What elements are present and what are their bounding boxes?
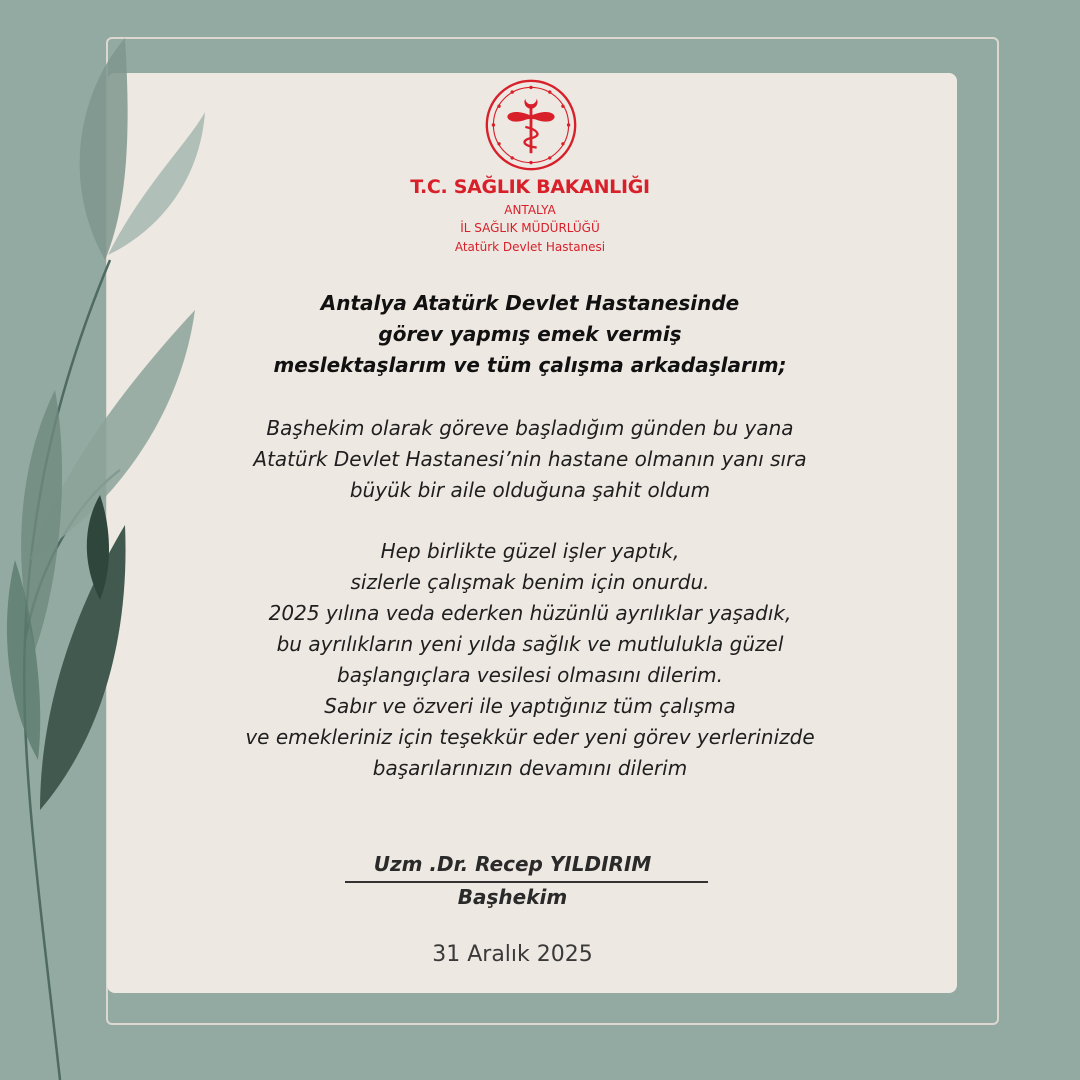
paragraph-line: sizlerle çalışmak benim için onurdu. <box>350 570 710 594</box>
letter-heading <box>130 288 930 381</box>
paragraph-line: Atatürk Devlet Hastanesi’nin hastane olmanın yanı sıra <box>253 447 807 471</box>
paragraph-line: 2025 yılına veda ederken hüzünlü ayrılıklar yaşadık, <box>268 601 792 625</box>
paragraph-line: Hep birlikte güzel işler yaptık, <box>380 539 680 563</box>
ministry-of-health-seal-icon <box>484 78 578 172</box>
paragraph-line: Sabır ve özveri ile yaptığınız tüm çalışma <box>324 694 736 718</box>
signer-name: Uzm .Dr. Recep YILDIRIM <box>373 852 652 876</box>
paragraph-line: başarılarınızın devamını dilerim <box>372 756 688 780</box>
paragraph-line: bu ayrılıkların yeni yılda sağlık ve mutlulukla güzel <box>276 632 784 656</box>
signer-role: Başhekim <box>457 885 568 909</box>
paragraph-line: başlangıçlara vesilesi olmasını dilerim. <box>337 663 723 687</box>
paragraph-line: büyük bir aile olduğuna şahit oldum <box>349 478 711 502</box>
heading-line: Antalya Atatürk Devlet Hastanesinde <box>320 291 740 315</box>
heading-line: meslektaşlarım ve tüm çalışma arkadaşlarım; <box>273 353 787 377</box>
heading-line: görev yapmış emek vermiş <box>378 322 682 346</box>
organization-hospital: Atatürk Devlet Hastanesi <box>454 240 606 254</box>
letter-date: 31 Aralık 2025 <box>432 942 593 967</box>
organization-title: T.C. SAĞLIK BAKANLIĞI <box>410 176 650 198</box>
letter-paragraph-2 <box>130 536 930 784</box>
letter-paragraph-1 <box>130 413 930 506</box>
paragraph-line: Başhekim olarak göreve başladığım günden bu yana <box>266 416 794 440</box>
signature-line <box>345 881 708 883</box>
paragraph-line: ve emekleriniz için teşekkür eder yeni görev yerlerinizde <box>245 725 815 749</box>
organization-city: ANTALYA <box>504 203 556 217</box>
organization-directorate: İL SAĞLIK MÜDÜRLÜĞÜ <box>460 221 600 235</box>
